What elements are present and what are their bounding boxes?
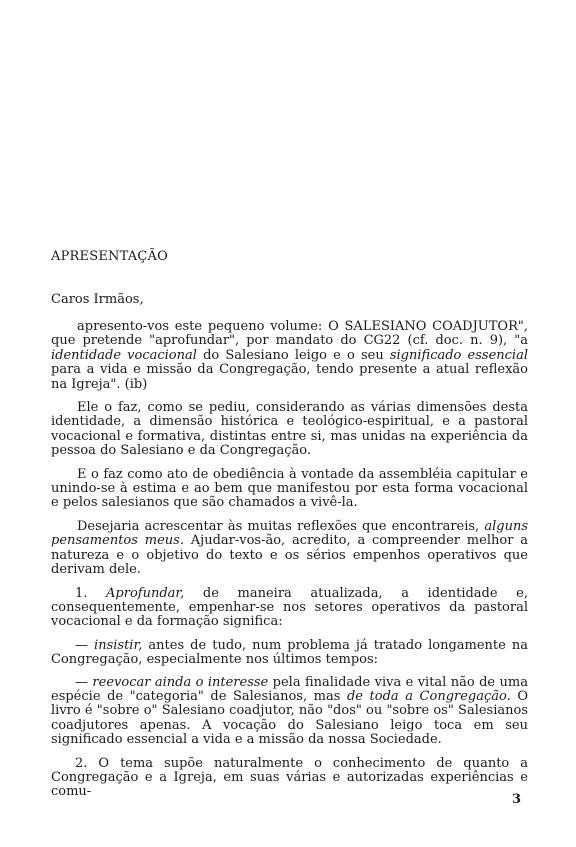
greeting: Caros Irmãos, [51,292,144,307]
p7-text-b: pela finalidade viva e vital não de uma espécie de "categoria" de Salesianos, mas [51,674,528,704]
paragraph-2: Ele o faz, como se pediu, considerando as várias dimensões desta identidade, a dimensão histórica e teológico-espiritual, e a pastoral vocacional e formativa, distintas entre si, mas unidas na experiência da pessoa do Salesiano e da Congregação. [51,400,528,459]
p5-text-b: de maneira atualizada, a identidade e, consequentemente, empenhar-se nos setores operativos da pastoral vocacional e da formação significa: [51,585,528,630]
paragraph-5 [51,587,528,630]
paragraph-1 [51,320,528,392]
p1-text-c: do Salesiano leigo e o seu [196,347,390,363]
p1-text-a: apresento-vos este pequeno volume: O SALESIANO COADJUTOR", que pretende "aprofundar", por mandato do CG22 (cf. doc. n. 9), "a [51,319,528,349]
p7-text-d: O livro é "sobre o" Salesiano coadjutor, não "dos" ou "sobre os" Salesianos coadjutores apenas. A vocação do Salesiano leigo toca em seu significado essencial a vida e a missão da nossa Sociedade. [51,688,529,748]
paragraph-6 [51,639,528,668]
p1-italic-identidade: identidade vocacional [51,347,197,363]
paragraph-3: E o faz como ato de obediência à vontade da assembléia capitular e unindo-se à estima e ao bem que manifestou por esta forma vocacional e pelos salesianos que são chamados a vivê-la. [51,466,528,511]
page-number: 3 [512,792,522,807]
paragraph-8 [51,757,528,800]
paragraph-4 [51,520,528,578]
body-text [51,320,528,809]
p1-italic-significado: significado essencial [389,347,528,363]
section-heading: APRESENTAÇÃO [51,249,168,264]
p8-text-a: O tema supõe naturalmente o conhecimento de quanto a Congregação e a Igreja, em suas várias e autorizadas experiências e comu- [51,755,528,800]
item-number-1: 1. [75,585,88,601]
p4-text-c: Ajudar-vos-ão, acredito, a compreender melhor a natureza e o objetivo do texto e os sérios empenhos operativos que derivam dele. [51,533,528,578]
p7-italic-reevocar: reevocar ainda o interesse [92,674,269,690]
item-number-2: 2. [75,755,88,771]
p6-text-b: antes de tudo, num problema já tratado longamente na Congregação, especialmente nos últimos tempos: [51,637,528,668]
p6-dash: — [75,637,95,653]
p4-italic-pensamentos: alguns pensamentos meus. [51,518,528,549]
p1-text-e: para a vida e missão da Congregação, tendo presente a atual reflexão na Igreja". (ib) [51,362,528,392]
p6-italic-insistir: insistir, [94,637,143,653]
p7-dash: — [75,674,93,690]
p4-text-a: Desejaria acrescentar às muitas reflexões que encontrareis, [77,518,485,534]
paragraph-7 [51,676,528,748]
p7-italic-congregacao: de toda a Congregação. [346,688,511,704]
p5-italic-aprofundar: Aprofundar, [106,585,185,601]
